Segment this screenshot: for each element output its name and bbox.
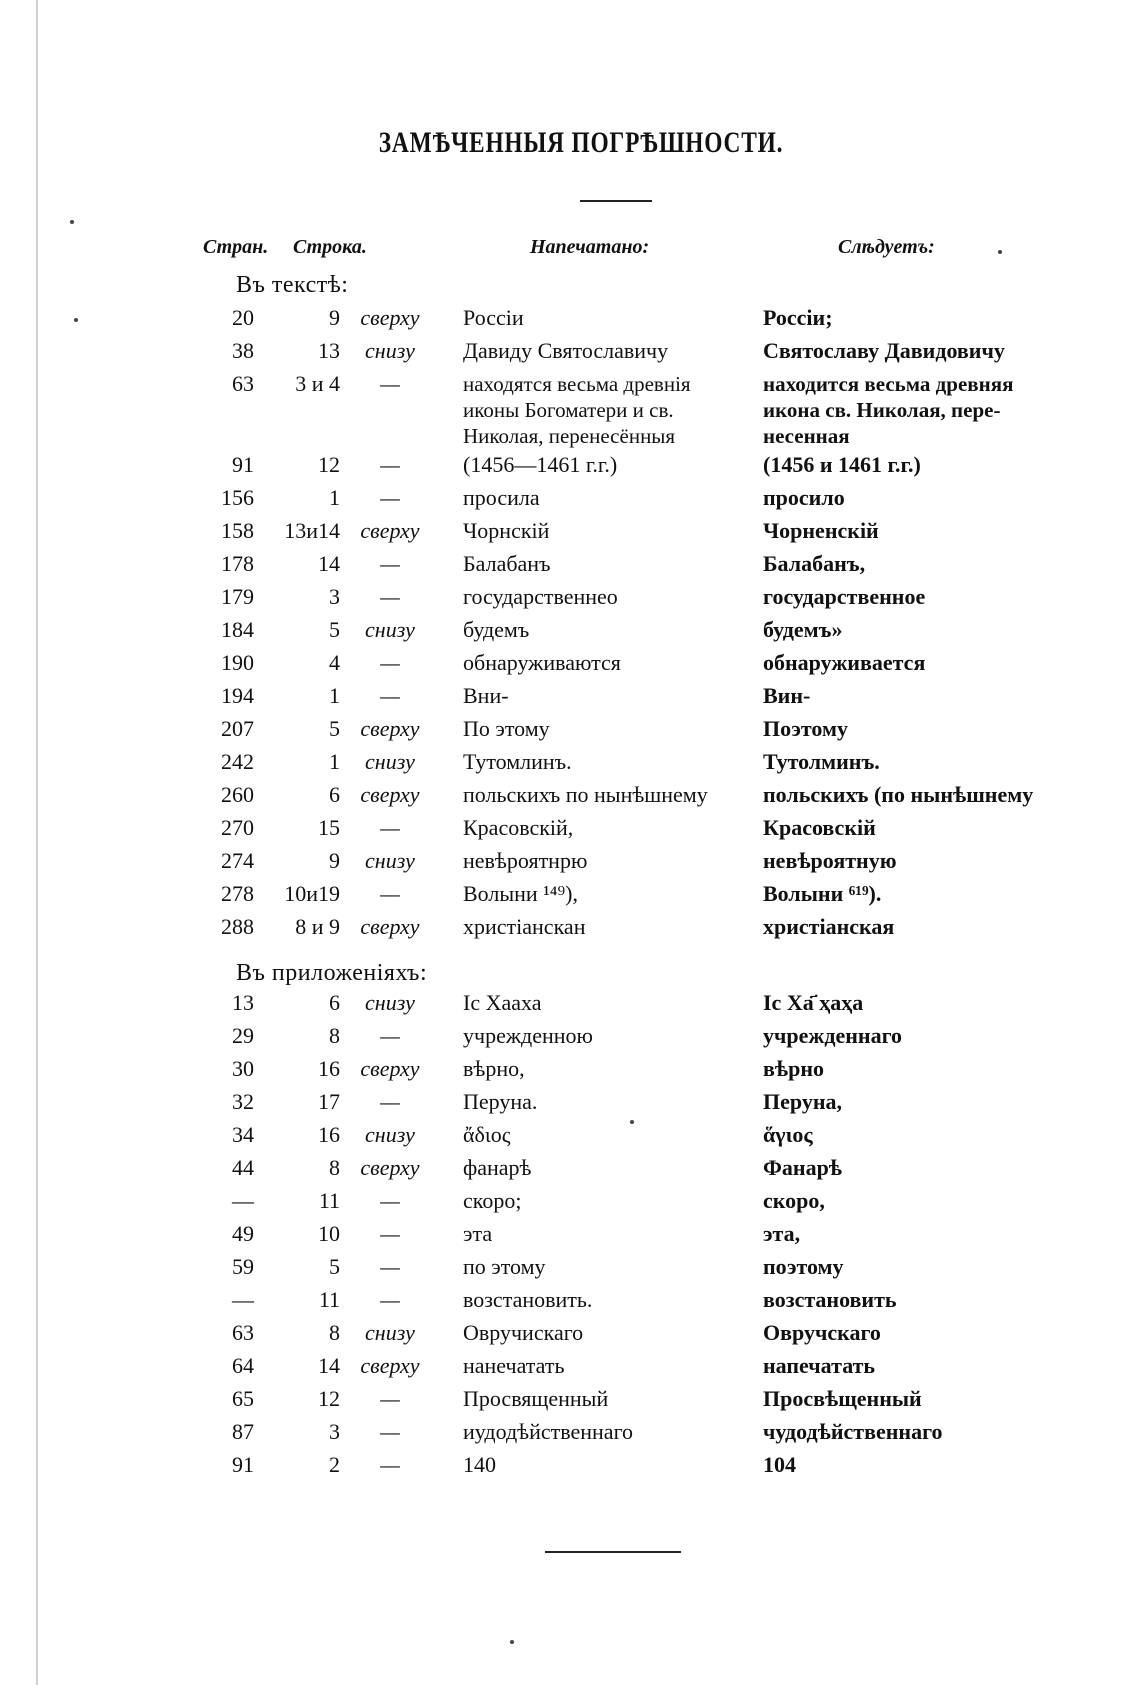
table-row xyxy=(0,881,1140,914)
row-line-number: 9 xyxy=(329,848,340,873)
row-position: снизу xyxy=(365,749,415,774)
row-page-number: 38 xyxy=(232,338,254,363)
header-should: Слѣдуетъ: xyxy=(838,236,935,258)
row-correct-text: обнаруживается xyxy=(763,650,926,675)
row-position: — xyxy=(380,1452,400,1477)
row-correct-text: Балабанъ, xyxy=(763,551,866,576)
row-position: — xyxy=(380,1023,400,1048)
row-correct-text: Поэтому xyxy=(763,716,848,741)
ink-speck xyxy=(74,318,78,322)
row-line-number: 16 xyxy=(318,1056,340,1081)
row-page-number: 30 xyxy=(232,1056,254,1081)
row-correct-text: будемъ» xyxy=(763,617,843,642)
title-rule xyxy=(580,200,652,202)
row-printed-text: По этому xyxy=(463,716,550,741)
row-line-number: 15 xyxy=(318,815,340,840)
row-page-number: 29 xyxy=(232,1023,254,1048)
table-row xyxy=(0,1155,1140,1188)
row-line-number: 9 xyxy=(329,305,340,330)
row-correct-text: Чорненскій xyxy=(763,518,879,543)
row-page-number: 49 xyxy=(232,1221,254,1246)
closing-rule xyxy=(545,1551,681,1553)
table-row xyxy=(0,990,1140,1023)
row-correct-text: поэтому xyxy=(763,1254,844,1279)
row-line-number: 1 xyxy=(329,749,340,774)
row-position: сверху xyxy=(360,1056,420,1081)
row-printed-text: Волыни ¹⁴⁹), xyxy=(463,881,578,906)
row-line-number: 10 xyxy=(318,1221,340,1246)
row-correct-text: Красовскій xyxy=(763,815,876,840)
row-line-number: 11 xyxy=(318,1287,340,1312)
row-correct-text: Фанарѣ xyxy=(763,1155,843,1180)
table-row xyxy=(0,782,1140,815)
row-position: сверху xyxy=(360,914,420,939)
row-position: — xyxy=(380,371,400,396)
row-correct-text: находится весьма древняя икона св. Николая, пере- несенная xyxy=(763,372,1014,448)
row-printed-text: Тутомлинъ. xyxy=(463,749,572,774)
row-page-number: 207 xyxy=(221,716,254,741)
row-printed-text: Вни- xyxy=(463,683,509,708)
row-line-number: 5 xyxy=(329,716,340,741)
table-row xyxy=(0,1122,1140,1155)
row-page-number: 158 xyxy=(221,518,254,543)
row-line-number: 13 xyxy=(318,338,340,363)
row-position: — xyxy=(380,1419,400,1444)
row-correct-text: эта, xyxy=(763,1221,801,1246)
table-row xyxy=(0,485,1140,518)
row-page-number: 270 xyxy=(221,815,254,840)
table-row xyxy=(0,305,1140,338)
row-page-number: 194 xyxy=(221,683,254,708)
table-row xyxy=(0,1386,1140,1419)
row-line-number: 10и19 xyxy=(284,881,340,906)
row-correct-text: учрежденнаго xyxy=(763,1023,903,1048)
row-line-number: 3 xyxy=(329,1419,340,1444)
row-correct-text: 104 xyxy=(763,1452,796,1477)
row-page-number: 13 xyxy=(232,990,254,1015)
row-page-number: 156 xyxy=(221,485,254,510)
row-correct-text: Вин- xyxy=(763,683,811,708)
row-position: — xyxy=(380,815,400,840)
row-correct-text: Просвѣщенный xyxy=(763,1386,922,1411)
row-printed-text: Перуна. xyxy=(463,1089,538,1114)
row-line-number: 11 xyxy=(318,1188,340,1213)
table-row xyxy=(0,1320,1140,1353)
row-page-number: 91 xyxy=(232,1452,254,1477)
row-line-number: 12 xyxy=(318,452,340,477)
row-line-number: 4 xyxy=(329,650,340,675)
table-row xyxy=(0,1353,1140,1386)
row-printed-text: учрежденною xyxy=(463,1023,593,1048)
row-printed-text: возстановить. xyxy=(463,1287,593,1312)
row-printed-text: (1456—1461 г.г.) xyxy=(463,452,618,477)
row-page-number: 34 xyxy=(232,1122,254,1147)
row-printed-text: Чорнскій xyxy=(463,518,550,543)
row-correct-text: возстановить xyxy=(763,1287,897,1312)
row-page-number: 87 xyxy=(232,1419,254,1444)
row-correct-text: скоро, xyxy=(763,1188,825,1213)
row-page-number: 190 xyxy=(221,650,254,675)
row-position: сверху xyxy=(360,782,420,807)
section-text-label: Въ текстѣ: xyxy=(236,272,349,298)
row-position: сверху xyxy=(360,716,420,741)
table-row xyxy=(0,617,1140,650)
row-printed-text: Просвященный xyxy=(463,1386,609,1411)
row-page-number: 32 xyxy=(232,1089,254,1114)
row-position: сверху xyxy=(360,1155,420,1180)
row-position: — xyxy=(380,584,400,609)
row-position: снизу xyxy=(365,990,415,1015)
section-appendix-label: Въ приложеніяхъ: xyxy=(236,960,428,986)
row-correct-text: Перуна, xyxy=(763,1089,842,1114)
row-line-number: 8 xyxy=(329,1023,340,1048)
row-printed-text: скоро; xyxy=(463,1188,522,1213)
row-line-number: 5 xyxy=(329,1254,340,1279)
row-line-number: 16 xyxy=(318,1122,340,1147)
row-page-number: 20 xyxy=(232,305,254,330)
row-printed-text: находятся весьма древнія иконы Богоматери и св. Николая, перенесённыя xyxy=(463,372,691,448)
row-position: — xyxy=(380,551,400,576)
row-page-number: 179 xyxy=(221,584,254,609)
row-printed-text: Балабанъ xyxy=(463,551,551,576)
row-page-number: 44 xyxy=(232,1155,254,1180)
row-printed-text: Россіи xyxy=(463,305,524,330)
table-row xyxy=(0,1188,1140,1221)
row-position: снизу xyxy=(365,1320,415,1345)
row-printed-text: Іс Хааха xyxy=(463,990,542,1015)
row-page-number: 278 xyxy=(221,881,254,906)
row-line-number: 8 xyxy=(329,1320,340,1345)
row-line-number: 3 xyxy=(329,584,340,609)
row-line-number: 13и14 xyxy=(284,518,340,543)
row-printed-text: христіанскан xyxy=(463,914,586,939)
row-correct-text: (1456 и 1461 г.г.) xyxy=(763,452,921,477)
row-correct-text: ἅγιος xyxy=(763,1122,813,1147)
row-printed-text: нанечатать xyxy=(463,1353,565,1378)
row-page-number: 91 xyxy=(232,452,254,477)
row-correct-text: государственное xyxy=(763,584,926,609)
table-row xyxy=(0,1089,1140,1122)
row-correct-text: Овручскаго xyxy=(763,1320,881,1345)
row-printed-text: будемъ xyxy=(463,617,530,642)
row-position: снизу xyxy=(365,617,415,642)
row-correct-text: чудодѣйственнаго xyxy=(763,1419,943,1444)
ink-speck xyxy=(510,1640,514,1644)
header-printed: Напечатано: xyxy=(530,236,650,258)
row-correct-text: невѣроятную xyxy=(763,848,897,873)
table-row xyxy=(0,1056,1140,1089)
row-line-number: 6 xyxy=(329,990,340,1015)
header-page: Стран. xyxy=(203,236,269,258)
row-printed-text: просила xyxy=(463,485,540,510)
row-position: — xyxy=(380,881,400,906)
row-position: — xyxy=(380,485,400,510)
table-row xyxy=(0,914,1140,947)
row-page-number: 288 xyxy=(221,914,254,939)
row-line-number: 1 xyxy=(329,683,340,708)
row-line-number: 17 xyxy=(318,1089,340,1114)
row-correct-text: польскихъ (по нынѣшнему xyxy=(763,782,1034,807)
row-correct-text: вѣрно xyxy=(763,1056,824,1081)
row-position: — xyxy=(380,452,400,477)
row-line-number: 3 и 4 xyxy=(295,371,340,396)
row-line-number: 5 xyxy=(329,617,340,642)
table-row xyxy=(0,1452,1140,1485)
table-row xyxy=(0,716,1140,749)
row-position: сверху xyxy=(360,305,420,330)
table-row xyxy=(0,584,1140,617)
row-page-number: 64 xyxy=(232,1353,254,1378)
row-printed-text: Давиду Святославичу xyxy=(463,338,669,363)
row-position: — xyxy=(380,1287,400,1312)
ink-speck xyxy=(70,220,74,224)
row-page-number: 184 xyxy=(221,617,254,642)
row-position: сверху xyxy=(360,518,420,543)
table-row xyxy=(0,518,1140,551)
row-page-number: 59 xyxy=(232,1254,254,1279)
row-printed-text: эта xyxy=(463,1221,493,1246)
row-position: — xyxy=(380,683,400,708)
table-row xyxy=(0,683,1140,716)
table-row xyxy=(0,452,1140,485)
ink-speck xyxy=(630,1120,634,1124)
table-row xyxy=(0,1023,1140,1056)
row-position: — xyxy=(380,650,400,675)
row-printed-text: Красовскій, xyxy=(463,815,574,840)
table-row xyxy=(0,1287,1140,1320)
row-correct-text: христіанская xyxy=(763,914,895,939)
row-correct-text: Тутолминъ. xyxy=(763,749,880,774)
row-page-number: 63 xyxy=(232,1320,254,1345)
row-printed-text: обнаруживаются xyxy=(463,650,621,675)
row-line-number: 8 и 9 xyxy=(295,914,340,939)
row-printed-text: ἄδιος xyxy=(463,1122,511,1147)
ink-speck xyxy=(998,250,1002,254)
row-printed-text: иудодѣйственнаго xyxy=(463,1419,634,1444)
row-printed-text: по этому xyxy=(463,1254,546,1279)
table-row xyxy=(0,371,1140,448)
row-line-number: 14 xyxy=(318,1353,340,1378)
row-position: — xyxy=(380,1221,400,1246)
row-correct-text: Іс Ха҃ ҳаҳа xyxy=(763,990,864,1015)
table-row xyxy=(0,848,1140,881)
row-position: — xyxy=(380,1188,400,1213)
row-printed-text: польскихъ по нынѣшнему xyxy=(463,782,708,807)
row-page-number: — xyxy=(232,1287,254,1312)
row-line-number: 14 xyxy=(318,551,340,576)
row-printed-text: невѣроятнрю xyxy=(463,848,588,873)
row-page-number: 63 xyxy=(232,371,254,396)
row-position: сверху xyxy=(360,1353,420,1378)
table-row xyxy=(0,1254,1140,1287)
row-line-number: 1 xyxy=(329,485,340,510)
table-row xyxy=(0,338,1140,371)
table-row xyxy=(0,749,1140,782)
row-position: — xyxy=(380,1089,400,1114)
row-printed-text: 140 xyxy=(463,1452,496,1477)
row-correct-text: напечатать xyxy=(763,1353,876,1378)
row-printed-text: государственнео xyxy=(463,584,618,609)
table-row xyxy=(0,650,1140,683)
row-position: снизу xyxy=(365,1122,415,1147)
row-correct-text: Святославу Давидовичу xyxy=(763,338,1005,363)
row-line-number: 6 xyxy=(329,782,340,807)
row-page-number: 260 xyxy=(221,782,254,807)
table-row xyxy=(0,1221,1140,1254)
table-row xyxy=(0,815,1140,848)
row-correct-text: Россіи; xyxy=(763,305,833,330)
page-title: ЗАМѢЧЕННЫЯ ПОГРѢШНОСТИ. xyxy=(378,126,784,159)
row-page-number: 178 xyxy=(221,551,254,576)
row-line-number: 12 xyxy=(318,1386,340,1411)
row-printed-text: фанарѣ xyxy=(463,1155,532,1180)
row-printed-text: вѣрно, xyxy=(463,1056,525,1081)
row-page-number: 242 xyxy=(221,749,254,774)
header-line: Строка. xyxy=(293,236,367,258)
row-page-number: 65 xyxy=(232,1386,254,1411)
row-line-number: 2 xyxy=(329,1452,340,1477)
row-page-number: 274 xyxy=(221,848,254,873)
row-position: — xyxy=(380,1254,400,1279)
table-row xyxy=(0,1419,1140,1452)
row-position: снизу xyxy=(365,848,415,873)
row-printed-text: Овручискаго xyxy=(463,1320,584,1345)
row-line-number: 8 xyxy=(329,1155,340,1180)
row-position: снизу xyxy=(365,338,415,363)
row-correct-text: Волыни ⁶¹⁹). xyxy=(763,881,882,906)
row-page-number: — xyxy=(232,1188,254,1213)
row-position: — xyxy=(380,1386,400,1411)
row-correct-text: просило xyxy=(763,485,845,510)
table-row xyxy=(0,551,1140,584)
